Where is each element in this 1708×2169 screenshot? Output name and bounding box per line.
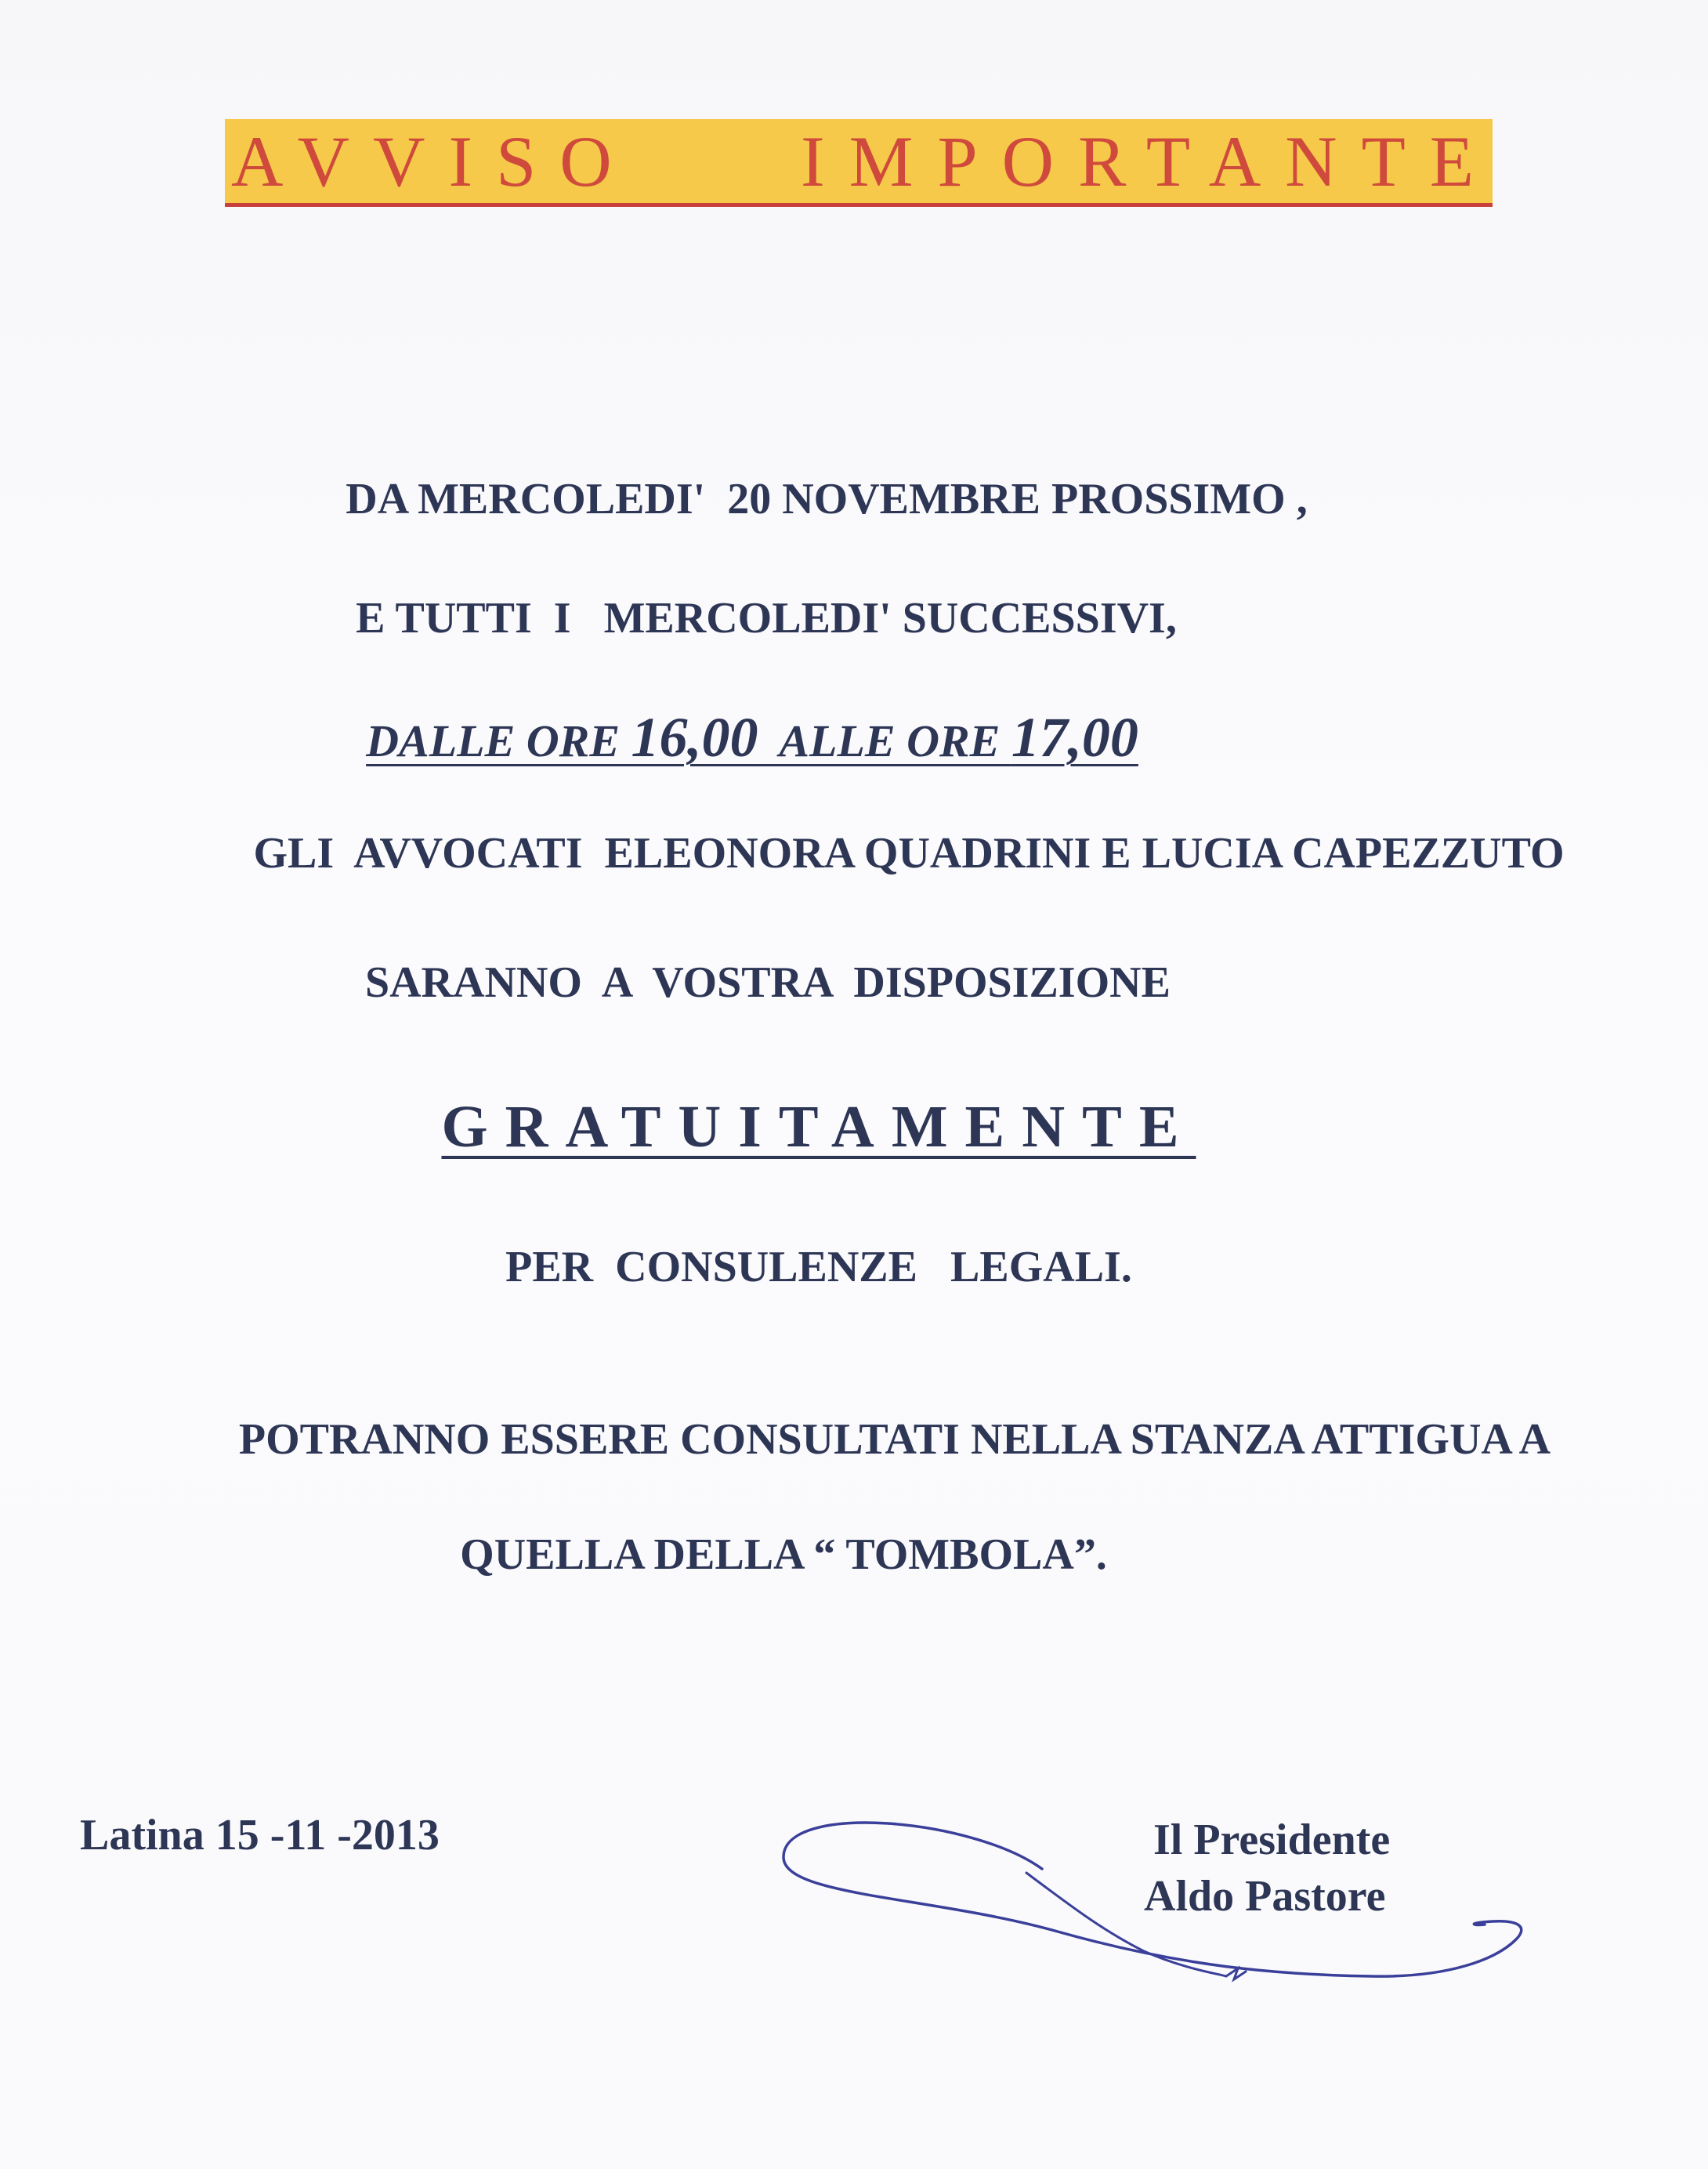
title-banner xyxy=(225,119,1498,207)
location-line: POTRANNO ESSERE CONSULTATI NELLA STANZA ATTIGUA A xyxy=(238,1415,1551,1464)
hours-end: 17,00 xyxy=(1011,706,1138,769)
legal-consultation-line: PER CONSULENZE LEGALI. xyxy=(505,1243,1132,1291)
free-of-charge-heading: GRATUITAMENTE xyxy=(441,1094,1196,1160)
place-and-date: Latina 15 -11 -2013 xyxy=(80,1811,440,1859)
signer-role: Il Presidente xyxy=(1153,1816,1391,1864)
title-word-importante: IMPORTANTE xyxy=(801,121,1498,201)
hours-middle: ALLE ORE xyxy=(758,715,1011,766)
signature-block xyxy=(1144,1812,1390,1925)
hours-start: 16,00 xyxy=(631,706,758,769)
lawyers-line: GLI AVVOCATI ELEONORA QUADRINI E LUCIA CAPEZZUTO xyxy=(253,829,1565,878)
signer-name: Aldo Pastore xyxy=(1144,1872,1386,1921)
title-word-avviso: AVVISO xyxy=(231,121,635,201)
hours-prefix: DALLE ORE xyxy=(366,715,631,766)
start-date-line: DA MERCOLEDI' 20 NOVEMBRE PROSSIMO , xyxy=(346,475,1308,523)
recurrence-line: E TUTTI I MERCOLEDI' SUCCESSIVI, xyxy=(356,594,1177,643)
availability-line: SARANNO A VOSTRA DISPOSIZIONE xyxy=(365,958,1171,1007)
hours-line xyxy=(0,705,1606,770)
location-line-2: QUELLA DELLA “ TOMBOLA”. xyxy=(460,1530,1107,1579)
